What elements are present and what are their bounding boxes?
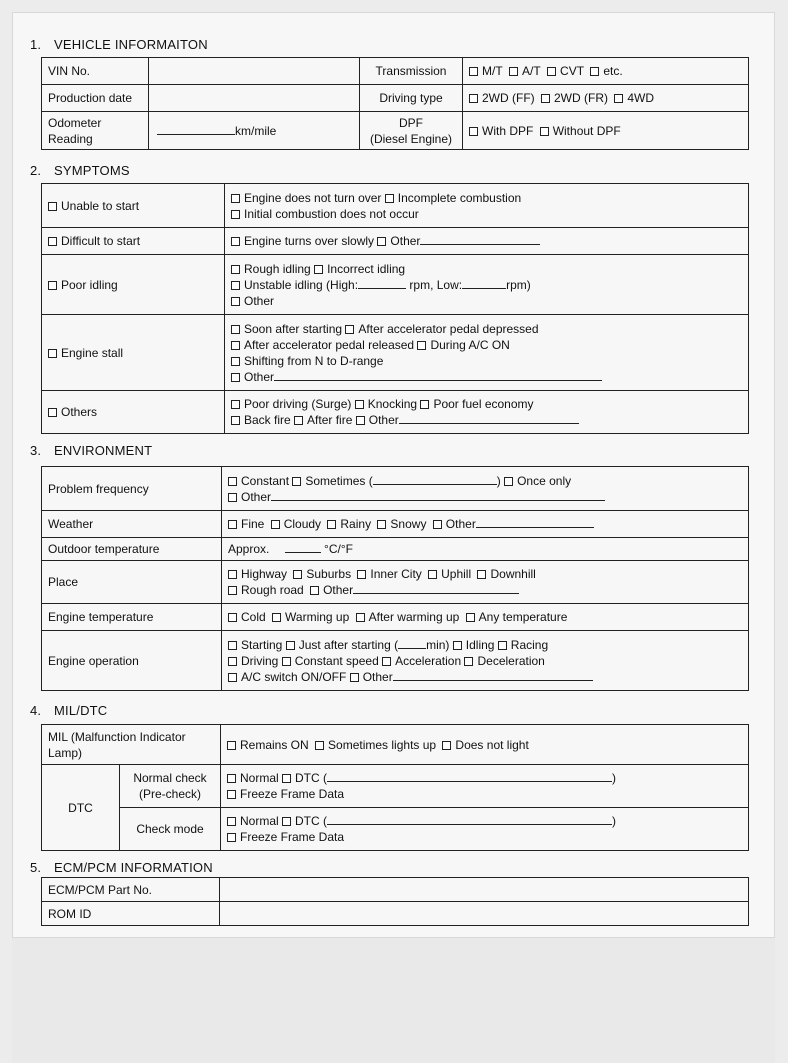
mil-label-line2: Lamp) [48,745,83,760]
driving-type-options [463,85,749,112]
option-label: Other [244,369,275,384]
option-label: 2WD (FF) [482,91,535,105]
checkbox[interactable] [227,817,236,826]
row-label: Poor idling [61,277,118,292]
checkbox[interactable] [231,357,240,366]
checkbox[interactable] [231,297,240,306]
problem-frequency-label: Problem frequency [42,467,222,511]
checkbox[interactable] [227,833,236,842]
checkbox[interactable] [385,194,394,203]
checkbox[interactable] [498,641,507,650]
option-label: Snowy [390,517,427,531]
option-label: DTC ( [295,771,328,785]
option-label: After accelerator pedal depressed [358,321,539,336]
option-label: min) [426,637,450,652]
option-label: Rough idling [244,261,311,276]
place-label: Place [42,561,222,604]
weather-label: Weather [42,511,222,538]
checkbox[interactable] [294,416,303,425]
checkbox[interactable] [282,817,291,826]
checkbox[interactable] [504,477,513,486]
section-2-heading [30,163,130,178]
symptom-difficult-to-start [42,228,225,255]
checkbox[interactable] [433,520,442,529]
row-label: Others [61,405,98,419]
outdoor-temperature-label: Outdoor temperature [42,538,222,561]
unit-label: °C/°F [324,542,353,556]
engine-operation-label: Engine operation [42,631,222,691]
symptoms-table [41,183,749,434]
option-label: ) [612,771,617,785]
option-label: Constant speed [294,653,379,668]
checkbox[interactable] [292,477,301,486]
option-label: Warming up [285,610,350,624]
option-label: Sometimes lights up [328,737,437,752]
dpf-label-line2: (Diesel Engine) [369,131,453,146]
dtc-label: DTC [42,765,120,851]
checkbox[interactable] [453,641,462,650]
option-label: Incorrect idling [327,261,406,276]
symptom-others [42,391,225,434]
option-label: Fine [241,517,265,531]
option-label: Engine does not turn over [244,190,382,205]
option-label: A/C switch ON/OFF [241,669,347,684]
section-title: SYMPTOMS [54,163,130,178]
option-label: During A/C ON [430,337,510,352]
section-4-heading [30,703,107,718]
option-label: Cloudy [283,517,322,531]
option-label: 2WD (FR) [554,91,608,105]
checkbox[interactable] [282,657,291,666]
option-label: Soon after starting [244,321,343,336]
checkbox[interactable] [231,400,240,409]
checkbox[interactable] [228,657,237,666]
rom-id-field[interactable] [220,902,749,926]
option-label: ) [496,473,501,488]
approx-label: Approx. [228,542,270,556]
option-label: Once only [517,473,572,488]
option-label: After warming up [368,610,460,624]
checkbox[interactable] [271,520,280,529]
temperature-line[interactable] [285,541,321,553]
other-line[interactable] [420,233,540,245]
other-line[interactable] [271,489,605,501]
checkbox[interactable] [272,613,281,622]
environment-table [41,466,749,691]
checkbox[interactable] [310,586,319,595]
checkbox-engine-stall[interactable] [48,349,57,358]
option-label: Downhill [490,567,536,581]
option-label: DTC ( [295,814,328,828]
option-label: Starting [241,637,283,652]
checkbox[interactable] [228,641,237,650]
normal-check-label [120,765,221,808]
checkbox-unable-to-start[interactable] [48,202,57,211]
section-number: 1. [30,37,42,52]
option-label: ) [612,814,617,828]
option-label: Normal [240,814,279,828]
option-label: Other [390,234,421,248]
option-label: Constant [241,473,290,488]
checkbox[interactable] [231,265,240,274]
option-label: Sometimes ( [305,473,373,488]
low-rpm-line[interactable] [462,277,506,289]
symptom-unable-to-start [42,184,225,228]
checkbox[interactable] [382,657,391,666]
section-1-heading [30,37,208,52]
checkbox-with-dpf[interactable] [469,127,478,136]
checkbox[interactable] [228,520,237,529]
option-label: Incomplete combustion [397,190,522,205]
row-label: Unable to start [61,198,140,213]
engine-operation-options [222,631,749,691]
option-label: Back fire [244,413,291,427]
outdoor-temperature-field [222,538,749,561]
option-label: Suburbs [306,567,352,581]
other-line[interactable] [399,412,579,424]
dpf-options [463,112,749,150]
other-line[interactable] [274,369,602,381]
option-label: Without DPF [552,123,621,138]
option-label: Engine turns over slowly [244,234,375,248]
option-label: Idling [465,637,495,652]
check-mode-options [221,808,749,851]
checkbox-mt[interactable] [469,67,478,76]
checkbox[interactable] [228,613,237,622]
transmission-options [463,58,749,85]
option-label: With DPF [482,123,534,138]
checkbox[interactable] [477,570,486,579]
checkbox[interactable] [377,237,386,246]
sometimes-line[interactable] [373,473,497,485]
checkbox[interactable] [228,477,237,486]
option-label: Freeze Frame Data [240,830,345,844]
option-label: After accelerator pedal released [244,337,415,352]
section-number: 3. [30,443,42,458]
odometer-label [42,112,149,150]
checkbox-without-dpf[interactable] [540,127,549,136]
option-label: Highway [241,567,288,581]
checkbox[interactable] [231,416,240,425]
ecm-part-number-label: ECM/PCM Part No. [42,878,220,902]
dtc-line[interactable] [327,770,612,782]
checkbox-2wd-ff[interactable] [469,94,478,103]
option-label: Racing [510,637,549,652]
checkbox-etc[interactable] [590,67,599,76]
option-label: Knocking [367,397,418,411]
ecm-pcm-table [41,877,749,926]
checkbox[interactable] [350,673,359,682]
dpf-label-line1: DPF [399,115,423,130]
checkbox[interactable] [315,741,324,750]
checkbox[interactable] [231,210,240,219]
option-label: Acceleration [395,653,462,668]
other-line[interactable] [393,669,593,681]
checkbox[interactable] [357,570,366,579]
production-date-field[interactable] [149,85,360,112]
option-label: Other [362,669,393,684]
engine-temperature-label: Engine temperature [42,604,222,631]
problem-frequency-options [222,467,749,511]
option-label: A/T [522,64,541,78]
checkbox[interactable] [293,570,302,579]
section-3-heading [30,443,152,458]
odometer-label-line1: Odometer [48,115,102,130]
other-line[interactable] [353,582,519,594]
checkbox[interactable] [227,790,236,799]
option-label: Shifting from N to D-range [244,353,384,368]
checkbox[interactable] [417,341,426,350]
option-label: M/T [482,64,503,78]
symptom-poor-idling [42,255,225,315]
symptom-poor-idling-options [225,255,749,315]
checkbox[interactable] [356,613,365,622]
option-label: Cold [241,610,266,624]
option-label: Other [323,583,354,597]
checkbox[interactable] [231,237,240,246]
section-5-heading [30,860,213,875]
checkbox[interactable] [442,741,451,750]
section-number: 4. [30,703,42,718]
mil-options [221,725,749,765]
dpf-label [360,112,463,150]
normal-check-options [221,765,749,808]
option-label: Poor driving (Surge) [244,397,352,411]
option-label: 4WD [627,91,655,105]
section-title: MIL/DTC [54,703,108,718]
driving-type-label: Driving type [360,85,463,112]
checkbox[interactable] [355,400,364,409]
dtc-line[interactable] [327,813,612,825]
checkbox[interactable] [228,673,237,682]
checkbox[interactable] [231,341,240,350]
other-line[interactable] [476,516,594,528]
checkbox[interactable] [227,774,236,783]
checkbox[interactable] [231,373,240,382]
checkbox[interactable] [327,520,336,529]
checkbox[interactable] [466,613,475,622]
checkbox[interactable] [228,493,237,502]
option-label: Deceleration [477,653,545,668]
engine-temperature-options [222,604,749,631]
checkbox-others[interactable] [48,408,57,417]
section-title: ENVIRONMENT [54,443,153,458]
option-label: Other [241,489,272,504]
symptom-engine-stall-options [225,315,749,391]
minutes-line[interactable] [398,637,426,649]
option-label: Normal [240,771,279,785]
option-label: Just after starting ( [298,637,399,652]
option-label: Remains ON [240,737,309,752]
normal-check-line1: Normal check [133,771,207,785]
checkbox-at[interactable] [509,67,518,76]
checkbox[interactable] [420,400,429,409]
option-label: Does not light [455,737,529,752]
option-label: Rainy [340,517,372,531]
option-label: Other [445,517,476,531]
vehicle-info-table [41,57,749,150]
checkbox[interactable] [228,586,237,595]
checkbox[interactable] [282,774,291,783]
option-label: Other [244,293,275,308]
place-options [222,561,749,604]
symptom-unable-options [225,184,749,228]
checkbox[interactable] [428,570,437,579]
checkbox[interactable] [377,520,386,529]
checkbox[interactable] [314,265,323,274]
vin-field[interactable] [149,58,360,85]
option-label: rpm, Low: [409,277,463,292]
rom-id-label: ROM ID [42,902,220,926]
checkbox[interactable] [231,194,240,203]
weather-options [222,511,749,538]
row-label: Difficult to start [61,234,141,248]
checkbox-poor-idling[interactable] [48,281,57,290]
ecm-part-number-field[interactable] [220,878,749,902]
check-mode-label: Check mode [120,808,221,851]
option-label: Unstable idling (High: [244,277,359,292]
option-label: Other [368,413,399,427]
checkbox-4wd[interactable] [614,94,623,103]
symptom-engine-stall [42,315,225,391]
option-label: Poor fuel economy [433,397,534,411]
production-date-label: Production date [42,85,149,112]
option-label: Rough road [241,583,304,597]
symptom-others-options [225,391,749,434]
option-label: etc. [603,64,623,78]
mil-label [42,725,221,765]
odometer-unit: km/mile [235,123,277,138]
section-number: 5. [30,860,42,875]
checkbox[interactable] [228,570,237,579]
checkbox[interactable] [286,641,295,650]
checkbox[interactable] [345,325,354,334]
odometer-label-line2: Reading [48,131,93,146]
mil-label-line1: MIL (Malfunction Indicator [48,729,186,744]
option-label: Inner City [370,567,422,581]
transmission-label: Transmission [360,58,463,85]
option-label: CVT [560,64,585,78]
symptom-difficult-options [225,228,749,255]
checkbox[interactable] [231,325,240,334]
row-label: Engine stall [61,345,124,360]
checkbox[interactable] [231,281,240,290]
option-label: Initial combustion does not occur [244,206,419,221]
high-rpm-line[interactable] [358,277,406,289]
checkbox-difficult-to-start[interactable] [48,237,57,246]
checkbox[interactable] [227,741,236,750]
page-background [12,938,775,1063]
vin-label: VIN No. [42,58,149,85]
mil-dtc-table [41,724,749,851]
section-title: VEHICLE INFORMAITON [54,37,208,52]
option-label: Any temperature [478,610,568,624]
option-label: Freeze Frame Data [240,787,345,801]
section-number: 2. [30,163,42,178]
section-title: ECM/PCM INFORMATION [54,860,213,875]
checkbox-cvt[interactable] [547,67,556,76]
checkbox[interactable] [464,657,473,666]
option-label: rpm) [506,277,531,292]
normal-check-line2: (Pre-check) [138,787,201,801]
checkbox[interactable] [356,416,365,425]
checkbox-2wd-fr[interactable] [541,94,550,103]
option-label: Driving [241,653,279,668]
option-label: After fire [307,413,353,427]
odometer-field[interactable] [149,112,360,150]
option-label: Uphill [441,567,472,581]
